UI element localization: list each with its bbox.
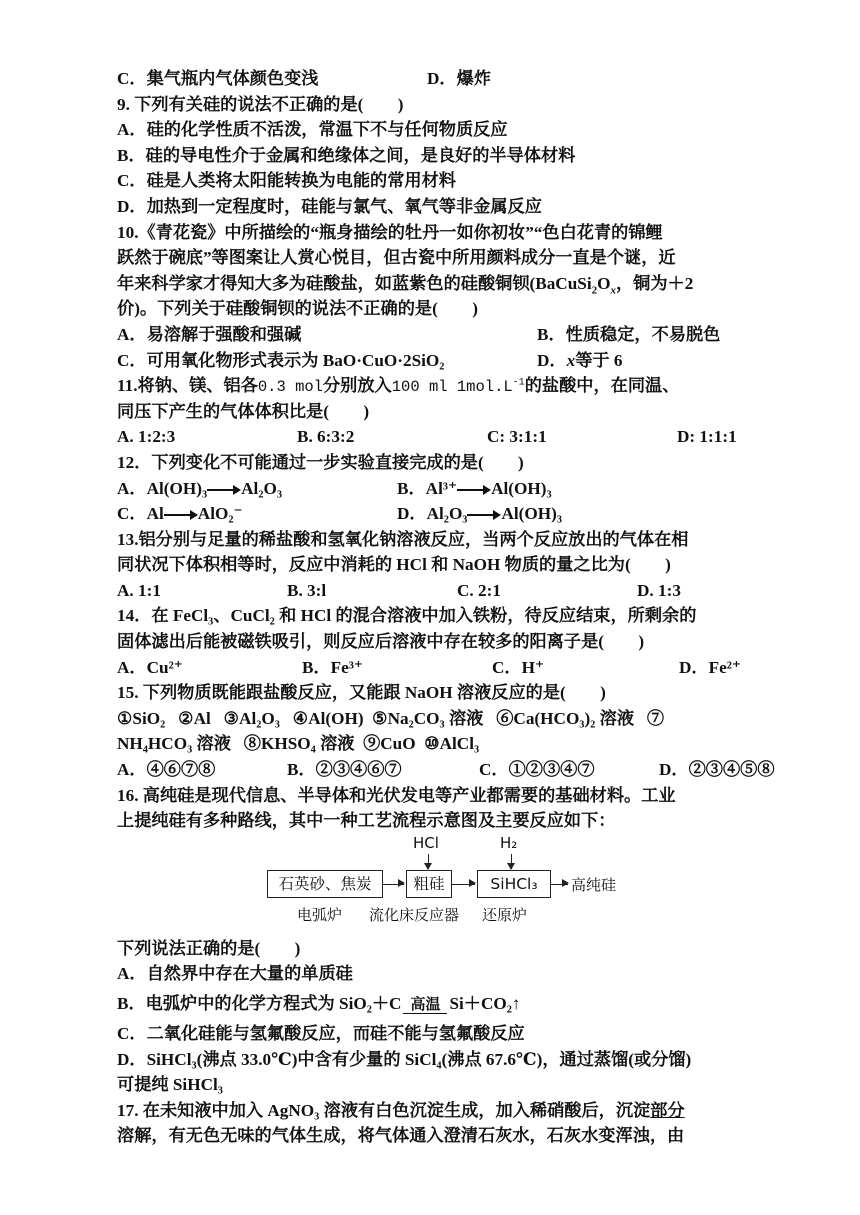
reaction-condition: 高温 [403,997,447,1021]
q10-options-cd [117,348,797,374]
q12-option-a: A．Al(OH)₃ Al₂O₃ [117,478,283,498]
flow-label-reduction-furnace: 还原炉 [482,905,528,924]
q9-option-a: A．硅的化学性质不活泼，常温下不与任何物质反应 [117,120,508,140]
q15-options [117,757,797,783]
q8-options-cd [117,66,797,92]
q12-options-cd [117,501,797,527]
q13-option-c: C. 2:1 [457,580,501,600]
q10-option-b: B．性质稳定，不易脱色 [537,324,721,344]
q14-option-a: A．Cu²⁺ [117,657,183,677]
q13-option-b: B. 3:l [287,580,327,600]
q12-options-ab [117,476,797,502]
q11-option-c: C: 3:1:1 [487,427,547,447]
reaction-arrow-icon [164,510,198,520]
q15-items-line2: NH₄HCO₃ 溶液 ⑧KHSO₄ 溶液 ⑨CuO ⑩AlCl₃ [117,734,480,754]
q11-options [117,424,797,450]
q12-option-d: D．Al₂O₃ Al(OH)₃ [397,504,562,524]
q16-option-a: A．自然界中存在大量的单质硅 [117,964,353,984]
q16-option-d-line2: 可提纯 SiHCl₃ [117,1075,223,1095]
q15-stem: 15. 下列物质既能跟盐酸反应，又能跟 NaOH 溶液反应的是( ) [117,683,606,703]
q11-stem-line2: 同压下产生的气体体积比是( ) [117,401,370,421]
flow-arrow-icon [382,884,404,885]
flow-arrow-icon [550,884,568,885]
q11-option-d: D: 1:1:1 [677,427,737,447]
q15-option-c: C．①②③④⑦ [479,760,595,780]
q17-stem-line2: 溶解，有无色无味的气体生成，将气体通入澄清石灰水，石灰水变浑浊，由 [117,1126,685,1146]
reaction-arrow-icon [457,485,491,495]
q12-stem: 12．下列变化不可能通过一步实验直接完成的是( ) [117,452,524,472]
q9-option-c: C．硅是人类将太阳能转换为电能的常用材料 [117,171,456,191]
document-page [117,66,797,1149]
flow-down-arrow-icon [428,854,429,869]
q16-stem-line3: 下列说法正确的是( ) [117,938,301,958]
q16-stem-line2: 上提纯硅有多种路线，其中一种工艺流程示意图及主要反应如下： [117,811,616,831]
q15-option-a: A．④⑥⑦⑧ [117,760,216,780]
option-c: C．集气瓶内气体颜色变浅 [117,69,319,88]
q15-option-d: D．②③④⑤⑧ [659,760,775,780]
q13-stem-line2: 同状况下体积相等时，反应中消耗的 HCl 和 NaOH 物质的量之比为( ) [117,555,671,575]
q13-options [117,578,797,604]
q11-stem-line1: 11.将钠、镁、铝各0.3 mol分别放入100 ml $1mol.L^{-1}$的盐酸中，在同温、 [117,376,680,397]
q16-option-b: B．电弧炉中的化学方程式为 SiO₂＋C 高温 Si＋CO₂↑ [117,987,797,1021]
q9-option-d: D．加热到一定程度时，硅能与氯气、氧气等非金属反应 [117,196,542,216]
option-d: D．爆炸 [427,69,491,88]
q13-option-d: D. 1:3 [637,580,681,600]
q11-option-a: A. 1:2:3 [117,427,176,447]
flow-down-arrow-icon [511,854,512,869]
flow-arrow-icon [451,884,475,885]
q16-stem-line1: 16. 高纯硅是现代信息、半导体和光伏发电等产业都需要的基础材料。工业 [117,785,676,805]
flow-label-arc-furnace: 电弧炉 [297,905,343,924]
flow-box-crude-silicon: 粗硅 [406,870,452,898]
q10-stem-line2: 跃然于碗底”等图案让人赏心悦目，但古瓷中所用颜料成分一直是个谜，近 [117,248,676,268]
flow-box-sihcl3: SiHCl₃ [477,870,551,898]
q13-option-a: A. 1:1 [117,580,161,600]
flow-input-h2: H₂ [500,833,518,852]
q15-option-b: B．②③④⑥⑦ [287,760,402,780]
q14-option-b: B．Fe³⁺ [302,657,364,677]
reaction-arrow-icon [467,510,501,520]
q16-option-d-line1: D．SiHCl₃(沸点 33.0℃)中含有少量的 SiCl₄(沸点 67.6℃)，通过蒸馏(或分馏) [117,1049,692,1069]
q11-option-b: B. 6:3:2 [297,427,355,447]
q14-stem-line1: 14．在 FeCl₃、CuCl₂ 和 HCl 的混合溶液中加入铁粉，待反应结束，所剩余的 [117,606,697,626]
q9-stem: 9. 下列有关硅的说法不正确的是( ) [117,94,404,114]
q12-option-b: B．Al³⁺ Al(OH)₃ [397,478,552,498]
q10-option-d: D．x等于 6 [537,350,623,370]
q10-stem-line1: 10.《青花瓷》中所描绘的“瓶身描绘的牡丹一如你初妆”“色白花青的锦鲤 [117,222,663,242]
q10-stem-line4: 价)。下列关于硅酸铜钡的说法不正确的是( ) [117,299,478,319]
q15-items-line1: ①SiO₂ ②Al ③Al₂O₃ ④Al(OH) ⑤Na₂CO₃ 溶液 ⑥Ca(HCO₃)₂ 溶液 ⑦ [117,708,665,728]
q10-option-a: A．易溶解于强酸和强碱 [117,324,302,344]
q10-options-ab [117,322,797,348]
flow-product: 高纯硅 [571,875,617,894]
q14-stem-line2: 固体滤出后能被磁铁吸引，则反应后溶液中存在较多的阳离子是( ) [117,632,645,652]
flow-label-fluidized-bed: 流化床反应器 [369,905,460,924]
process-flow-diagram [117,834,797,936]
q16-option-c: C．二氧化硅能与氢氟酸反应，而硅不能与氢氟酸反应 [117,1024,525,1043]
flow-box-raw-materials: 石英砂、焦炭 [267,870,383,898]
q13-stem-line1: 13.铝分别与足量的稀盐酸和氢氧化钠溶液反应，当两个反应放出的气体在相 [117,529,689,549]
reaction-arrow-icon [207,485,241,495]
q17-stem-line1: 17. 在未知液中加入 AgNO₃ 溶液有白色沉淀生成，加入稀硝酸后，沉淀部分 [117,1100,685,1120]
q10-stem-line3: 年来科学家才得知大多为硅酸盐，如蓝紫色的硅酸铜钡($BaCuSi_2O_x$，铜为＋2 [117,273,694,297]
q14-options [117,655,797,681]
q14-option-d: D．Fe²⁺ [679,657,741,677]
q9-option-b: B．硅的导电性介于金属和绝缘体之间，是良好的半导体材料 [117,145,576,165]
q14-option-c: C．H⁺ [492,657,545,677]
flow-input-hcl: HCl [413,833,439,852]
q12-option-c: C．Al AlO₂⁻ [117,504,243,524]
q10-option-c: C．可用氧化物形式表示为 BaO·CuO·2SiO₂ [117,350,445,370]
